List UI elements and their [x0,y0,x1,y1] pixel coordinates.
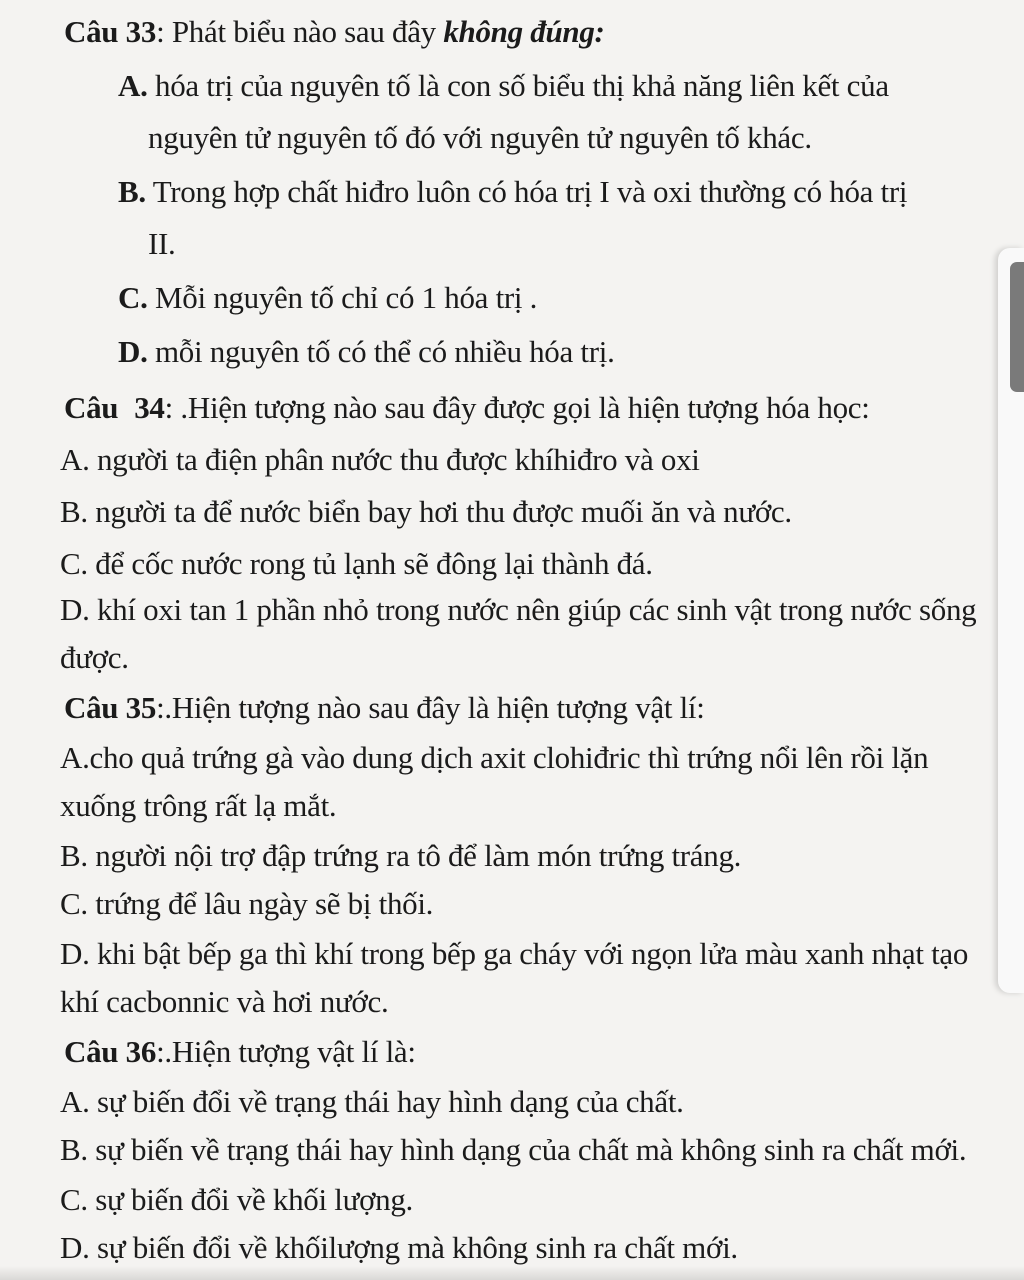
question-33-option-b-continued: II. [148,226,176,261]
question-33-number: Câu 33 [64,14,157,49]
question-34-option-b: B. người ta để nước biển bay hơi thu được muối ăn và nước. [60,494,792,529]
question-36-option-a: A. sự biến đổi về trạng thái hay hình dạng của chất. [60,1084,684,1119]
question-33-option-a: A. hóa trị của nguyên tố là con số biểu thị khả năng liên kết của [118,68,889,103]
question-34-stem: Câu 34: .Hiện tượng nào sau đây được gọi là hiện tượng hóa học: [64,390,870,425]
question-33-option-b: B. Trong hợp chất hiđro luôn có hóa trị I và oxi thường có hóa trị [118,174,908,209]
question-35-option-d-continued: khí cacbonnic và hơi nước. [60,984,389,1019]
question-34-number: Câu [64,390,119,425]
question-36-option-d: D. sự biến đổi về khốilượng mà không sinh ra chất mới. [60,1230,738,1265]
question-33-option-c: C. Mỗi nguyên tố chỉ có 1 hóa trị . [118,280,538,315]
question-34-option-d-continued: được. [60,640,129,675]
question-33-emphasis: không đúng: [443,14,605,49]
question-35-option-c: C. trứng để lâu ngày sẽ bị thối. [60,886,434,921]
question-36-stem: Câu 36:.Hiện tượng vật lí là: [64,1034,416,1069]
question-35-option-d: D. khi bật bếp ga thì khí trong bếp ga cháy với ngọn lửa màu xanh nhạt tạo [60,936,969,971]
question-33-option-a-continued: nguyên tử nguyên tố đó với nguyên tử nguyên tố khác. [148,120,812,155]
question-34-option-c: C. để cốc nước rong tủ lạnh sẽ đông lại thành đá. [60,546,653,581]
question-35-stem: Câu 35:.Hiện tượng nào sau đây là hiện tượng vật lí: [64,690,705,725]
question-35-option-a: A.cho quả trứng gà vào dung dịch axit clohiđric thì trứng nổi lên rồi lặn [60,740,929,775]
scroll-thumb[interactable] [1010,262,1024,392]
question-34-option-a: A. người ta điện phân nước thu được khíhiđro và oxi [60,442,700,477]
question-35-option-a-continued: xuống trông rất lạ mắt. [60,788,337,823]
question-33-stem: Câu 33: Phát biểu nào sau đây không đúng: [64,14,605,49]
question-34-option-d: D. khí oxi tan 1 phần nhỏ trong nước nên giúp các sinh vật trong nước sống [60,592,977,627]
question-35-number: Câu 35 [64,690,157,725]
question-36-option-c: C. sự biến đổi về khối lượng. [60,1182,414,1217]
question-33-option-d: D. mỗi nguyên tố có thể có nhiều hóa trị. [118,334,615,369]
question-36-option-b: B. sự biến về trạng thái hay hình dạng của chất mà không sinh ra chất mới. [60,1132,967,1167]
question-35-option-b: B. người nội trợ đập trứng ra tô để làm món trứng tráng. [60,838,742,873]
question-36-number: Câu 36 [64,1034,157,1069]
bottom-edge-shadow [0,1266,1024,1280]
